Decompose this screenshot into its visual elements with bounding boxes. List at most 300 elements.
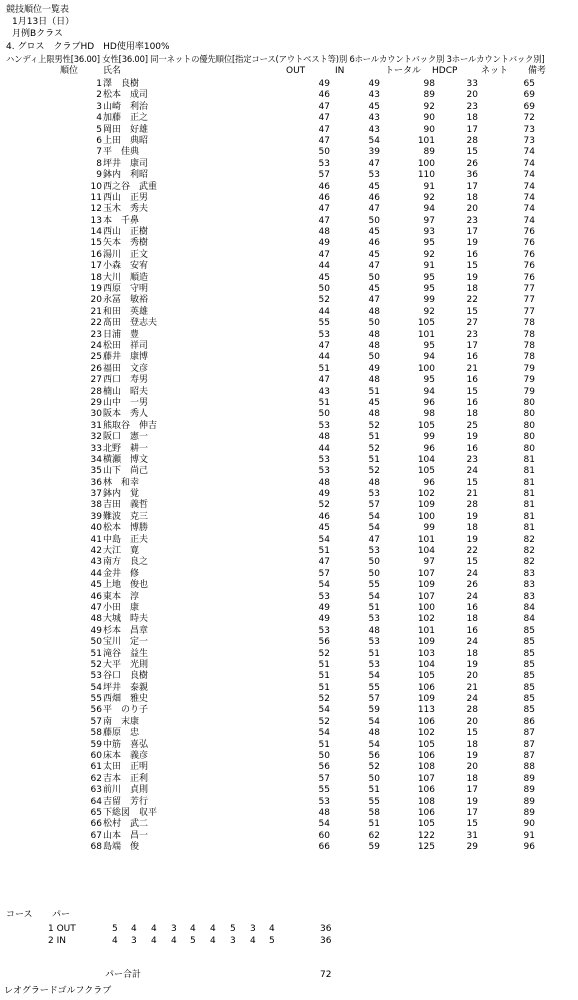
player-name: 藤井 康博 xyxy=(103,352,149,363)
rank-cell: 38 xyxy=(90,500,102,511)
player-name: 上田 典昭 xyxy=(103,135,149,146)
player-name: 岡田 好雄 xyxy=(103,124,149,135)
in-score: 48 xyxy=(368,728,380,739)
net-score: 85 xyxy=(523,637,535,648)
hdcp-value: 24 xyxy=(466,466,478,477)
player-name: 福田 文彦 xyxy=(103,363,149,374)
net-score: 83 xyxy=(523,591,535,602)
net-score: 78 xyxy=(523,318,535,329)
rank-cell: 55 xyxy=(90,694,102,705)
net-score: 78 xyxy=(523,340,535,351)
in-score: 50 xyxy=(368,773,380,784)
hdcp-value: 24 xyxy=(466,568,478,579)
course-par-total: 36 xyxy=(320,924,332,934)
hole-par: 5 xyxy=(269,936,275,946)
player-name: 鉢内 覚 xyxy=(103,489,140,500)
player-name: 大城 時夫 xyxy=(103,614,149,625)
in-score: 46 xyxy=(368,192,380,203)
out-score: 43 xyxy=(318,386,330,397)
par-total-label: パー合計 xyxy=(105,970,142,980)
document-title: 競技順位一覧表 xyxy=(6,5,70,15)
player-name: 滝谷 益生 xyxy=(103,648,149,659)
rank-cell: 41 xyxy=(90,534,102,545)
rank-cell: 47 xyxy=(90,602,102,613)
hdcp-value: 33 xyxy=(466,79,478,89)
out-score: 45 xyxy=(318,272,330,283)
out-score: 57 xyxy=(318,568,330,579)
total-score: 105 xyxy=(417,318,435,329)
in-score: 48 xyxy=(368,409,380,420)
table-row xyxy=(0,614,578,625)
player-name: 林 和幸 xyxy=(103,477,140,488)
in-score: 50 xyxy=(368,272,380,283)
rank-cell: 49 xyxy=(90,625,102,636)
table-row xyxy=(0,182,578,193)
total-score: 108 xyxy=(417,762,435,773)
table-row xyxy=(0,147,578,158)
total-score: 109 xyxy=(417,500,435,511)
in-score: 47 xyxy=(368,295,380,306)
net-score: 74 xyxy=(523,204,535,215)
player-name: 澤 良樹 xyxy=(103,79,140,89)
hdcp-value: 20 xyxy=(466,204,478,215)
total-score: 92 xyxy=(423,101,435,112)
hdcp-value: 18 xyxy=(466,113,478,124)
hdcp-value: 15 xyxy=(466,819,478,830)
player-name: 山本 昌一 xyxy=(103,830,149,841)
total-score: 94 xyxy=(423,386,435,397)
rank-cell: 8 xyxy=(96,158,102,169)
net-score: 76 xyxy=(523,249,535,260)
hdcp-value: 17 xyxy=(466,808,478,818)
rank-cell: 34 xyxy=(90,454,102,465)
net-score: 85 xyxy=(523,659,535,670)
out-score: 55 xyxy=(318,785,330,796)
rank-cell: 52 xyxy=(90,659,102,670)
total-score: 99 xyxy=(423,295,435,306)
rank-cell: 32 xyxy=(90,432,102,443)
total-score: 96 xyxy=(423,477,435,488)
out-score: 56 xyxy=(318,637,330,648)
rank-cell: 29 xyxy=(90,397,102,408)
total-score: 106 xyxy=(417,682,435,693)
total-score: 113 xyxy=(417,705,435,716)
hdcp-value: 20 xyxy=(466,716,478,727)
in-score: 55 xyxy=(368,682,380,693)
total-score: 102 xyxy=(417,728,435,739)
rank-cell: 60 xyxy=(90,751,102,762)
net-score: 79 xyxy=(523,375,535,386)
out-score: 47 xyxy=(318,113,330,124)
rank-cell: 45 xyxy=(90,580,102,591)
rank-cell: 53 xyxy=(90,671,102,682)
out-score: 47 xyxy=(318,124,330,135)
in-score: 59 xyxy=(368,842,380,853)
hole-par: 4 xyxy=(171,936,177,946)
table-row xyxy=(0,170,578,181)
in-score: 47 xyxy=(368,158,380,169)
hdcp-value: 24 xyxy=(466,637,478,648)
in-score: 53 xyxy=(368,637,380,648)
par-label: パー xyxy=(52,910,71,920)
hdcp-value: 19 xyxy=(466,238,478,249)
rank-cell: 24 xyxy=(90,340,102,351)
out-score: 52 xyxy=(318,716,330,727)
table-row xyxy=(0,819,578,830)
net-score: 85 xyxy=(523,671,535,682)
net-score: 85 xyxy=(523,682,535,693)
out-score: 52 xyxy=(318,648,330,659)
rank-cell: 4 xyxy=(96,113,102,124)
hdcp-value: 21 xyxy=(466,363,478,374)
total-score: 100 xyxy=(417,363,435,374)
player-name: 大江 寛 xyxy=(103,546,140,557)
in-score: 50 xyxy=(368,352,380,363)
rank-cell: 20 xyxy=(90,295,102,306)
in-score: 54 xyxy=(368,591,380,602)
rank-cell: 17 xyxy=(90,261,102,272)
total-score: 102 xyxy=(417,614,435,625)
table-row xyxy=(0,637,578,648)
rank-cell: 54 xyxy=(90,682,102,693)
player-name: 前川 貞則 xyxy=(103,785,149,796)
net-score: 85 xyxy=(523,705,535,716)
player-name: 上地 俊也 xyxy=(103,580,149,591)
net-score: 77 xyxy=(523,284,535,295)
in-score: 53 xyxy=(368,659,380,670)
total-score: 99 xyxy=(423,523,435,534)
total-score: 106 xyxy=(417,785,435,796)
rank-cell: 59 xyxy=(90,739,102,750)
total-score: 101 xyxy=(417,534,435,545)
par-total-value: 72 xyxy=(320,970,332,980)
table-row xyxy=(0,523,578,534)
player-name: 熊取谷 伸吉 xyxy=(103,420,158,431)
player-name: 難波 克三 xyxy=(103,511,149,522)
player-name: 金井 修 xyxy=(103,568,140,579)
net-score: 72 xyxy=(523,113,535,124)
course-label: コース xyxy=(6,910,33,920)
hdcp-value: 16 xyxy=(466,375,478,386)
hdcp-value: 16 xyxy=(466,249,478,260)
table-row xyxy=(0,307,578,318)
out-score: 51 xyxy=(318,682,330,693)
table-row xyxy=(0,341,578,352)
in-score: 57 xyxy=(368,694,380,705)
rank-cell: 56 xyxy=(90,705,102,716)
net-score: 81 xyxy=(523,477,535,488)
hdcp-value: 23 xyxy=(466,215,478,226)
net-score: 82 xyxy=(523,546,535,557)
net-score: 77 xyxy=(523,295,535,306)
table-row xyxy=(0,535,578,546)
total-score: 101 xyxy=(417,135,435,146)
in-score: 53 xyxy=(368,546,380,557)
out-score: 46 xyxy=(318,90,330,101)
out-score: 51 xyxy=(318,659,330,670)
hdcp-value: 18 xyxy=(466,648,478,659)
table-row xyxy=(0,592,578,603)
table-row xyxy=(0,557,578,568)
in-score: 43 xyxy=(368,113,380,124)
player-name: 山崎 利治 xyxy=(103,101,149,112)
total-score: 106 xyxy=(417,808,435,818)
total-score: 107 xyxy=(417,591,435,602)
rank-cell: 51 xyxy=(90,648,102,659)
net-score: 81 xyxy=(523,466,535,477)
table-row xyxy=(0,432,578,443)
net-score: 81 xyxy=(523,454,535,465)
table-row xyxy=(0,113,578,124)
total-score: 95 xyxy=(423,284,435,295)
table-row xyxy=(0,728,578,739)
rank-cell: 36 xyxy=(90,477,102,488)
in-score: 59 xyxy=(368,705,380,716)
net-score: 79 xyxy=(523,363,535,374)
in-score: 54 xyxy=(368,671,380,682)
out-score: 48 xyxy=(318,477,330,488)
rank-cell: 22 xyxy=(90,318,102,329)
hdcp-value: 16 xyxy=(466,352,478,363)
out-score: 48 xyxy=(318,227,330,238)
table-row xyxy=(0,125,578,136)
in-score: 46 xyxy=(368,238,380,249)
out-score: 50 xyxy=(318,284,330,295)
player-name: 杉本 昌章 xyxy=(103,625,149,636)
out-score: 53 xyxy=(318,329,330,340)
in-score: 57 xyxy=(368,500,380,511)
hdcp-value: 15 xyxy=(466,728,478,739)
player-name: 床本 義彦 xyxy=(103,751,149,762)
table-row xyxy=(0,273,578,284)
table-row xyxy=(0,546,578,557)
rank-cell: 68 xyxy=(90,842,102,853)
out-score: 46 xyxy=(318,181,330,192)
player-name: 西山 正男 xyxy=(103,192,149,203)
out-score: 47 xyxy=(318,101,330,112)
player-name: 吉田 義哲 xyxy=(103,500,149,511)
out-score: 53 xyxy=(318,454,330,465)
rank-cell: 28 xyxy=(90,386,102,397)
rank-cell: 3 xyxy=(96,101,102,112)
handicap-rule: ハンディ上限男性[36.00] 女性[36.00] 同一ネットの優先順位[指定コース(アウトベスト等)別 6ホールカウントバック別 3ホールカウントバック別] xyxy=(6,54,545,64)
net-score: 82 xyxy=(523,557,535,568)
out-score: 47 xyxy=(318,215,330,226)
out-score: 49 xyxy=(318,489,330,500)
net-score: 73 xyxy=(523,135,535,146)
rank-cell: 65 xyxy=(90,808,102,818)
rank-cell: 5 xyxy=(96,124,102,135)
in-score: 43 xyxy=(368,124,380,135)
rank-cell: 7 xyxy=(96,147,102,158)
total-score: 96 xyxy=(423,397,435,408)
player-name: 松本 博勝 xyxy=(103,523,149,534)
player-name: 坪井 泰親 xyxy=(103,682,149,693)
hdcp-value: 16 xyxy=(466,625,478,636)
net-score: 90 xyxy=(523,819,535,830)
out-score: 54 xyxy=(318,819,330,830)
player-name: 本 千鼻 xyxy=(103,215,140,226)
rank-cell: 14 xyxy=(90,227,102,238)
table-row xyxy=(0,398,578,409)
course-name: 2 IN xyxy=(48,936,66,946)
rank-cell: 37 xyxy=(90,489,102,500)
table-row xyxy=(0,649,578,660)
col-name: 氏名 xyxy=(103,66,122,76)
hdcp-value: 23 xyxy=(466,454,478,465)
hdcp-value: 19 xyxy=(466,272,478,283)
net-score: 89 xyxy=(523,796,535,807)
table-row xyxy=(0,603,578,614)
hdcp-value: 23 xyxy=(466,329,478,340)
net-score: 74 xyxy=(523,170,535,181)
out-score: 51 xyxy=(318,397,330,408)
out-score: 56 xyxy=(318,762,330,773)
table-row xyxy=(0,387,578,398)
hole-par: 3 xyxy=(171,924,177,934)
total-score: 100 xyxy=(417,158,435,169)
player-name: 平 佳典 xyxy=(103,147,140,158)
rank-cell: 10 xyxy=(90,181,102,192)
in-score: 48 xyxy=(368,306,380,317)
total-score: 93 xyxy=(423,227,435,238)
rank-cell: 21 xyxy=(90,306,102,317)
player-name: 島端 俊 xyxy=(103,842,140,853)
in-score: 51 xyxy=(368,454,380,465)
net-score: 86 xyxy=(523,716,535,727)
total-score: 109 xyxy=(417,694,435,705)
net-score: 84 xyxy=(523,602,535,613)
rank-cell: 6 xyxy=(96,135,102,146)
total-score: 95 xyxy=(423,272,435,283)
hdcp-value: 15 xyxy=(466,306,478,317)
out-score: 46 xyxy=(318,511,330,522)
out-score: 49 xyxy=(318,238,330,249)
table-row xyxy=(0,216,578,227)
results-table xyxy=(0,79,578,854)
in-score: 54 xyxy=(368,511,380,522)
hole-par: 4 xyxy=(112,936,118,946)
table-row xyxy=(0,489,578,500)
out-score: 54 xyxy=(318,728,330,739)
out-score: 53 xyxy=(318,158,330,169)
hdcp-value: 15 xyxy=(466,147,478,158)
total-score: 91 xyxy=(423,181,435,192)
hdcp-value: 18 xyxy=(466,192,478,203)
col-hdcp: HDCP xyxy=(432,66,458,76)
rank-cell: 27 xyxy=(90,375,102,386)
total-score: 105 xyxy=(417,819,435,830)
total-score: 102 xyxy=(417,489,435,500)
total-score: 89 xyxy=(423,90,435,101)
hdcp-value: 19 xyxy=(466,751,478,762)
total-score: 92 xyxy=(423,306,435,317)
total-score: 101 xyxy=(417,625,435,636)
out-score: 47 xyxy=(318,135,330,146)
hdcp-value: 20 xyxy=(466,762,478,773)
out-score: 47 xyxy=(318,340,330,351)
net-score: 87 xyxy=(523,728,535,739)
table-row xyxy=(0,330,578,341)
rank-cell: 50 xyxy=(90,637,102,648)
table-row xyxy=(0,375,578,386)
hdcp-value: 18 xyxy=(466,409,478,420)
rank-cell: 16 xyxy=(90,249,102,260)
total-score: 105 xyxy=(417,739,435,750)
total-score: 110 xyxy=(417,170,435,181)
in-score: 45 xyxy=(368,284,380,295)
player-name: 小森 安宥 xyxy=(103,261,149,272)
out-score: 49 xyxy=(318,614,330,625)
player-name: 中筋 喜弘 xyxy=(103,739,149,750)
table-row xyxy=(0,352,578,363)
table-row xyxy=(0,455,578,466)
hdcp-value: 18 xyxy=(466,773,478,784)
net-score: 74 xyxy=(523,192,535,203)
total-score: 94 xyxy=(423,204,435,215)
table-row xyxy=(0,842,578,853)
hdcp-value: 19 xyxy=(466,659,478,670)
rank-cell: 48 xyxy=(90,614,102,625)
in-score: 54 xyxy=(368,716,380,727)
player-name: 平 のり子 xyxy=(103,705,149,716)
in-score: 45 xyxy=(368,101,380,112)
net-score: 82 xyxy=(523,534,535,545)
player-name: 西之谷 武重 xyxy=(103,181,158,192)
total-score: 104 xyxy=(417,546,435,557)
player-name: 松村 武二 xyxy=(103,819,149,830)
rank-cell: 31 xyxy=(90,420,102,431)
out-score: 52 xyxy=(318,500,330,511)
net-score: 80 xyxy=(523,397,535,408)
total-score: 105 xyxy=(417,671,435,682)
class-name: 月例Bクラス xyxy=(12,29,63,39)
total-score: 94 xyxy=(423,352,435,363)
out-score: 53 xyxy=(318,625,330,636)
total-score: 107 xyxy=(417,773,435,784)
hdcp-value: 27 xyxy=(466,318,478,329)
col-net: ネット xyxy=(481,66,509,76)
player-name: 小田 康 xyxy=(103,602,140,613)
table-row xyxy=(0,500,578,511)
net-score: 83 xyxy=(523,568,535,579)
player-name: 西畑 雅史 xyxy=(103,694,149,705)
player-name: 中島 正夫 xyxy=(103,534,149,545)
total-score: 103 xyxy=(417,648,435,659)
net-score: 85 xyxy=(523,694,535,705)
table-row xyxy=(0,683,578,694)
hole-par: 4 xyxy=(151,924,157,934)
net-score: 80 xyxy=(523,432,535,443)
total-score: 92 xyxy=(423,192,435,203)
out-score: 48 xyxy=(318,432,330,443)
table-row xyxy=(0,569,578,580)
table-row xyxy=(0,466,578,477)
table-row xyxy=(0,295,578,306)
player-name: 北野 耕一 xyxy=(103,443,149,454)
out-score: 55 xyxy=(318,318,330,329)
rank-cell: 13 xyxy=(90,215,102,226)
net-score: 80 xyxy=(523,420,535,431)
in-score: 55 xyxy=(368,796,380,807)
rank-cell: 19 xyxy=(90,284,102,295)
table-row xyxy=(0,774,578,785)
player-name: 東本 淳 xyxy=(103,591,140,602)
table-row xyxy=(0,261,578,272)
in-score: 52 xyxy=(368,762,380,773)
out-score: 47 xyxy=(318,249,330,260)
total-score: 106 xyxy=(417,751,435,762)
